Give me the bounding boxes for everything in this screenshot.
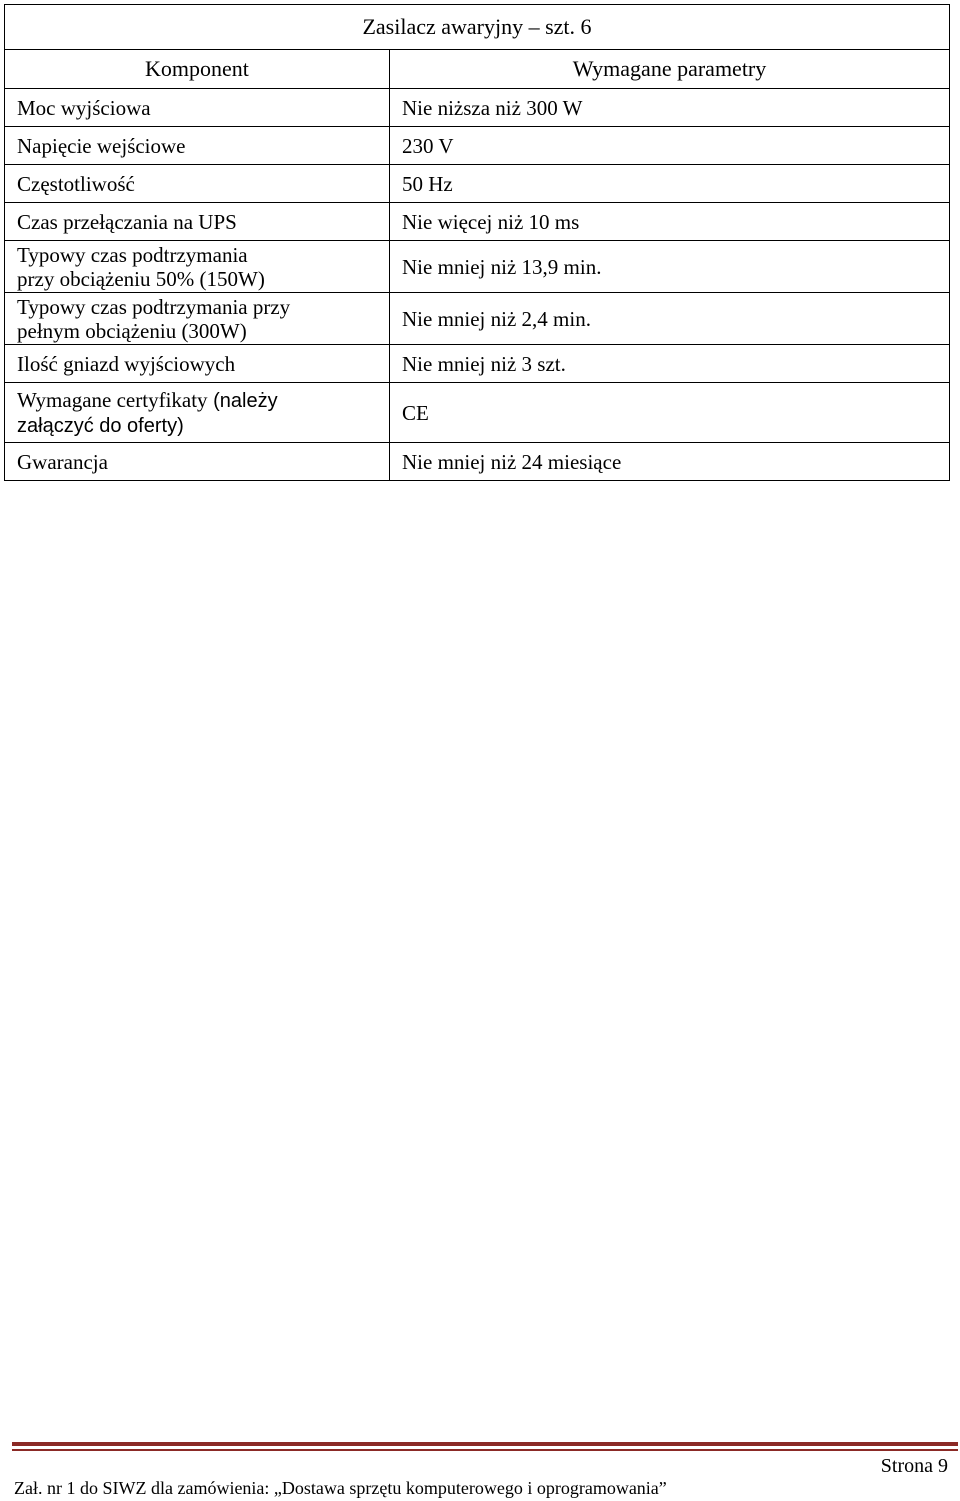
table-row: [5, 203, 950, 241]
row-value: Nie niższa niż 300 W: [390, 89, 950, 127]
table-row: [5, 443, 950, 481]
row-label-rest: (należy: [207, 389, 278, 412]
row-label: [5, 383, 390, 443]
row-label: Gwarancja: [5, 443, 390, 481]
row-label: [5, 241, 390, 293]
row-label-line1: Typowy czas podtrzymania: [17, 242, 248, 267]
row-value: Nie mniej niż 2,4 min.: [390, 293, 950, 345]
table-row: [5, 127, 950, 165]
page-number: Strona 9: [880, 1455, 948, 1477]
row-value: Nie mniej niż 24 miesiące: [390, 443, 950, 481]
row-label: Ilość gniazd wyjściowych: [5, 345, 390, 383]
header-component: Komponent: [5, 50, 390, 89]
header-params: Wymagane parametry: [390, 50, 950, 89]
row-label: Moc wyjściowa: [5, 89, 390, 127]
row-value: Nie mniej niż 13,9 min.: [390, 241, 950, 293]
row-label: [5, 293, 390, 345]
row-value: Nie mniej niż 3 szt.: [390, 345, 950, 383]
table-row: [5, 165, 950, 203]
row-value: CE: [390, 383, 950, 443]
row-label-line2: pełnym obciążeniu (300W): [17, 318, 247, 343]
parameters-table: [4, 4, 950, 481]
table-row: [5, 293, 950, 345]
row-label-line2: przy obciążeniu 50% (150W): [17, 266, 265, 291]
table-row: [5, 241, 950, 293]
row-label-line1: Typowy czas podtrzymania przy: [17, 294, 291, 319]
row-label: Częstotliwość: [5, 165, 390, 203]
footer-text: Zał. nr 1 do SIWZ dla zamówienia: „Dostawa sprzętu komputerowego i oprogramowania”: [14, 1478, 667, 1498]
table-row: [5, 345, 950, 383]
row-label-line2: załączyć do oferty): [17, 414, 184, 437]
table-row: [5, 89, 950, 127]
row-label: Napięcie wejściowe: [5, 127, 390, 165]
footer-rule-thick: [12, 1442, 958, 1446]
row-value: Nie więcej niż 10 ms: [390, 203, 950, 241]
row-label: Czas przełączania na UPS: [5, 203, 390, 241]
table-row: [5, 383, 950, 443]
title-row: [5, 5, 950, 50]
row-label-bold: Wymagane certyfikaty: [17, 387, 208, 412]
row-value: 50 Hz: [390, 165, 950, 203]
row-value: 230 V: [390, 127, 950, 165]
footer-rule-thin: [12, 1449, 958, 1451]
header-row: [5, 50, 950, 89]
table-title: Zasilacz awaryjny – szt. 6: [5, 5, 950, 50]
